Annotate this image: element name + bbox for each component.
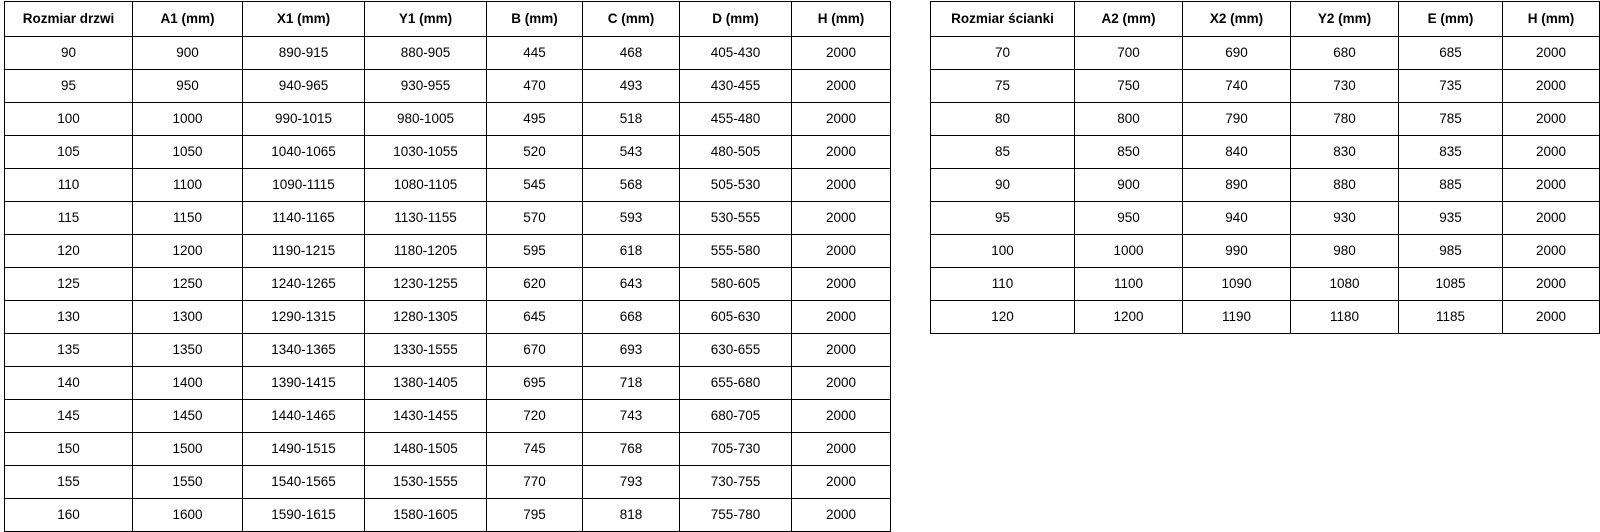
doors-cell: 645 [487,301,583,334]
walls-cell: 900 [1075,169,1183,202]
doors-cell: 940-965 [243,70,365,103]
walls-column-header: X2 (mm) [1183,2,1291,37]
doors-cell: 705-730 [680,433,792,466]
walls-cell: 780 [1291,103,1399,136]
doors-cell: 140 [5,367,133,400]
doors-cell: 718 [583,367,680,400]
doors-cell: 1040-1065 [243,136,365,169]
doors-cell: 1350 [133,334,243,367]
walls-cell: 2000 [1503,103,1600,136]
doors-cell: 890-915 [243,37,365,70]
walls-cell: 2000 [1503,37,1600,70]
walls-cell: 1085 [1399,268,1503,301]
table-row [5,268,891,301]
table-row [5,235,891,268]
doors-cell: 770 [487,466,583,499]
doors-cell: 1600 [133,499,243,532]
doors-cell: 468 [583,37,680,70]
doors-cell: 1050 [133,136,243,169]
doors-cell: 1090-1115 [243,169,365,202]
doors-cell: 1440-1465 [243,400,365,433]
doors-cell: 120 [5,235,133,268]
doors-column-header: X1 (mm) [243,2,365,37]
walls-cell: 785 [1399,103,1503,136]
doors-cell: 2000 [792,235,891,268]
walls-cell: 1100 [1075,268,1183,301]
walls-cell: 120 [931,301,1075,334]
doors-cell: 880-905 [365,37,487,70]
walls-cell: 835 [1399,136,1503,169]
walls-cell: 750 [1075,70,1183,103]
walls-column-header: H (mm) [1503,2,1600,37]
doors-column-header: B (mm) [487,2,583,37]
doors-column-header: D (mm) [680,2,792,37]
doors-cell: 1130-1155 [365,202,487,235]
table-row [5,70,891,103]
walls-cell: 790 [1183,103,1291,136]
table-row [5,169,891,202]
doors-cell: 1140-1165 [243,202,365,235]
doors-cell: 693 [583,334,680,367]
walls-cell: 1180 [1291,301,1399,334]
doors-cell: 720 [487,400,583,433]
walls-cell: 80 [931,103,1075,136]
doors-cell: 1400 [133,367,243,400]
doors-cell: 2000 [792,136,891,169]
doors-cell: 1300 [133,301,243,334]
walls-column-header: Rozmiar ścianki [931,2,1075,37]
walls-cell: 950 [1075,202,1183,235]
doors-cell: 518 [583,103,680,136]
doors-cell: 110 [5,169,133,202]
doors-cell: 2000 [792,103,891,136]
doors-cell: 455-480 [680,103,792,136]
table-row [931,301,1600,334]
doors-cell: 755-780 [680,499,792,532]
walls-cell: 2000 [1503,169,1600,202]
doors-cell: 818 [583,499,680,532]
doors-cell: 1240-1265 [243,268,365,301]
walls-cell: 885 [1399,169,1503,202]
doors-dimensions-table [4,1,891,532]
doors-cell: 1340-1365 [243,334,365,367]
doors-cell: 1250 [133,268,243,301]
doors-cell: 2000 [792,433,891,466]
doors-column-header: A1 (mm) [133,2,243,37]
doors-cell: 2000 [792,499,891,532]
table-row [5,400,891,433]
walls-cell: 990 [1183,235,1291,268]
walls-cell: 85 [931,136,1075,169]
table-row [5,334,891,367]
doors-column-header: C (mm) [583,2,680,37]
doors-cell: 795 [487,499,583,532]
doors-cell: 495 [487,103,583,136]
doors-cell: 1550 [133,466,243,499]
walls-cell: 840 [1183,136,1291,169]
table-row [5,367,891,400]
walls-cell: 700 [1075,37,1183,70]
walls-cell: 850 [1075,136,1183,169]
walls-cell: 1000 [1075,235,1183,268]
walls-cell: 690 [1183,37,1291,70]
doors-cell: 493 [583,70,680,103]
doors-cell: 580-605 [680,268,792,301]
doors-cell: 135 [5,334,133,367]
doors-column-header: H (mm) [792,2,891,37]
walls-column-header: Y2 (mm) [1291,2,1399,37]
walls-cell: 75 [931,70,1075,103]
table-row [931,202,1600,235]
table-row [931,37,1600,70]
doors-cell: 1100 [133,169,243,202]
doors-cell: 2000 [792,37,891,70]
doors-cell: 1190-1215 [243,235,365,268]
doors-table-container [4,1,891,532]
walls-cell: 985 [1399,235,1503,268]
doors-cell: 2000 [792,367,891,400]
doors-cell: 1430-1455 [365,400,487,433]
doors-cell: 405-430 [680,37,792,70]
doors-cell: 745 [487,433,583,466]
doors-cell: 1480-1505 [365,433,487,466]
walls-cell: 735 [1399,70,1503,103]
doors-cell: 1150 [133,202,243,235]
doors-cell: 1530-1555 [365,466,487,499]
doors-cell: 2000 [792,400,891,433]
doors-cell: 1450 [133,400,243,433]
doors-cell: 150 [5,433,133,466]
doors-cell: 668 [583,301,680,334]
doors-cell: 1590-1615 [243,499,365,532]
doors-cell: 595 [487,235,583,268]
table-row [931,70,1600,103]
table-row [5,301,891,334]
doors-cell: 520 [487,136,583,169]
walls-cell: 2000 [1503,235,1600,268]
doors-cell: 618 [583,235,680,268]
doors-cell: 145 [5,400,133,433]
doors-cell: 900 [133,37,243,70]
doors-cell: 1380-1405 [365,367,487,400]
doors-cell: 2000 [792,268,891,301]
doors-cell: 1490-1515 [243,433,365,466]
doors-cell: 570 [487,202,583,235]
walls-cell: 2000 [1503,136,1600,169]
doors-cell: 1230-1255 [365,268,487,301]
table-row [5,136,891,169]
walls-cell: 2000 [1503,268,1600,301]
doors-cell: 2000 [792,301,891,334]
doors-cell: 1030-1055 [365,136,487,169]
walls-dimensions-table [930,1,1600,334]
doors-cell: 1390-1415 [243,367,365,400]
doors-cell: 768 [583,433,680,466]
doors-cell: 125 [5,268,133,301]
doors-cell: 2000 [792,169,891,202]
doors-cell: 2000 [792,334,891,367]
table-row [5,499,891,532]
table-row [931,103,1600,136]
table-row [5,37,891,70]
doors-cell: 1080-1105 [365,169,487,202]
doors-cell: 1330-1555 [365,334,487,367]
table-row [5,202,891,235]
doors-cell: 695 [487,367,583,400]
doors-cell: 130 [5,301,133,334]
walls-cell: 110 [931,268,1075,301]
doors-cell: 680-705 [680,400,792,433]
doors-cell: 670 [487,334,583,367]
walls-cell: 2000 [1503,70,1600,103]
doors-cell: 1180-1205 [365,235,487,268]
doors-cell: 543 [583,136,680,169]
doors-cell: 793 [583,466,680,499]
doors-cell: 990-1015 [243,103,365,136]
doors-cell: 730-755 [680,466,792,499]
walls-cell: 830 [1291,136,1399,169]
doors-cell: 980-1005 [365,103,487,136]
doors-cell: 2000 [792,466,891,499]
table-header-row [5,2,891,37]
walls-cell: 95 [931,202,1075,235]
walls-table-container [930,1,1600,334]
table-row [5,466,891,499]
walls-cell: 100 [931,235,1075,268]
doors-cell: 555-580 [680,235,792,268]
walls-cell: 90 [931,169,1075,202]
walls-cell: 940 [1183,202,1291,235]
table-row [931,268,1600,301]
walls-column-header: E (mm) [1399,2,1503,37]
walls-cell: 880 [1291,169,1399,202]
doors-cell: 1280-1305 [365,301,487,334]
walls-cell: 1200 [1075,301,1183,334]
table-row [931,169,1600,202]
table-row [931,235,1600,268]
doors-column-header: Y1 (mm) [365,2,487,37]
table-row [5,433,891,466]
doors-cell: 2000 [792,70,891,103]
doors-cell: 1500 [133,433,243,466]
doors-cell: 2000 [792,202,891,235]
doors-cell: 155 [5,466,133,499]
table-row [931,136,1600,169]
walls-cell: 2000 [1503,301,1600,334]
doors-cell: 505-530 [680,169,792,202]
walls-cell: 1090 [1183,268,1291,301]
walls-cell: 680 [1291,37,1399,70]
walls-cell: 685 [1399,37,1503,70]
doors-cell: 1000 [133,103,243,136]
doors-cell: 445 [487,37,583,70]
walls-cell: 1185 [1399,301,1503,334]
doors-cell: 655-680 [680,367,792,400]
walls-cell: 1080 [1291,268,1399,301]
doors-cell: 1290-1315 [243,301,365,334]
doors-cell: 115 [5,202,133,235]
walls-cell: 1190 [1183,301,1291,334]
doors-cell: 643 [583,268,680,301]
doors-cell: 95 [5,70,133,103]
doors-cell: 605-630 [680,301,792,334]
doors-cell: 160 [5,499,133,532]
walls-cell: 935 [1399,202,1503,235]
doors-cell: 430-455 [680,70,792,103]
walls-column-header: A2 (mm) [1075,2,1183,37]
doors-column-header: Rozmiar drzwi [5,2,133,37]
doors-cell: 1580-1605 [365,499,487,532]
doors-cell: 930-955 [365,70,487,103]
doors-cell: 105 [5,136,133,169]
table-header-row [931,2,1600,37]
walls-cell: 890 [1183,169,1291,202]
walls-cell: 980 [1291,235,1399,268]
doors-cell: 743 [583,400,680,433]
walls-cell: 800 [1075,103,1183,136]
doors-cell: 545 [487,169,583,202]
doors-cell: 480-505 [680,136,792,169]
table-row [5,103,891,136]
walls-cell: 730 [1291,70,1399,103]
doors-cell: 1540-1565 [243,466,365,499]
walls-cell: 70 [931,37,1075,70]
doors-cell: 620 [487,268,583,301]
doors-cell: 1200 [133,235,243,268]
doors-cell: 950 [133,70,243,103]
doors-cell: 470 [487,70,583,103]
walls-cell: 2000 [1503,202,1600,235]
doors-cell: 90 [5,37,133,70]
walls-cell: 930 [1291,202,1399,235]
doors-cell: 568 [583,169,680,202]
doors-cell: 593 [583,202,680,235]
walls-cell: 740 [1183,70,1291,103]
doors-cell: 530-555 [680,202,792,235]
doors-cell: 100 [5,103,133,136]
doors-cell: 630-655 [680,334,792,367]
